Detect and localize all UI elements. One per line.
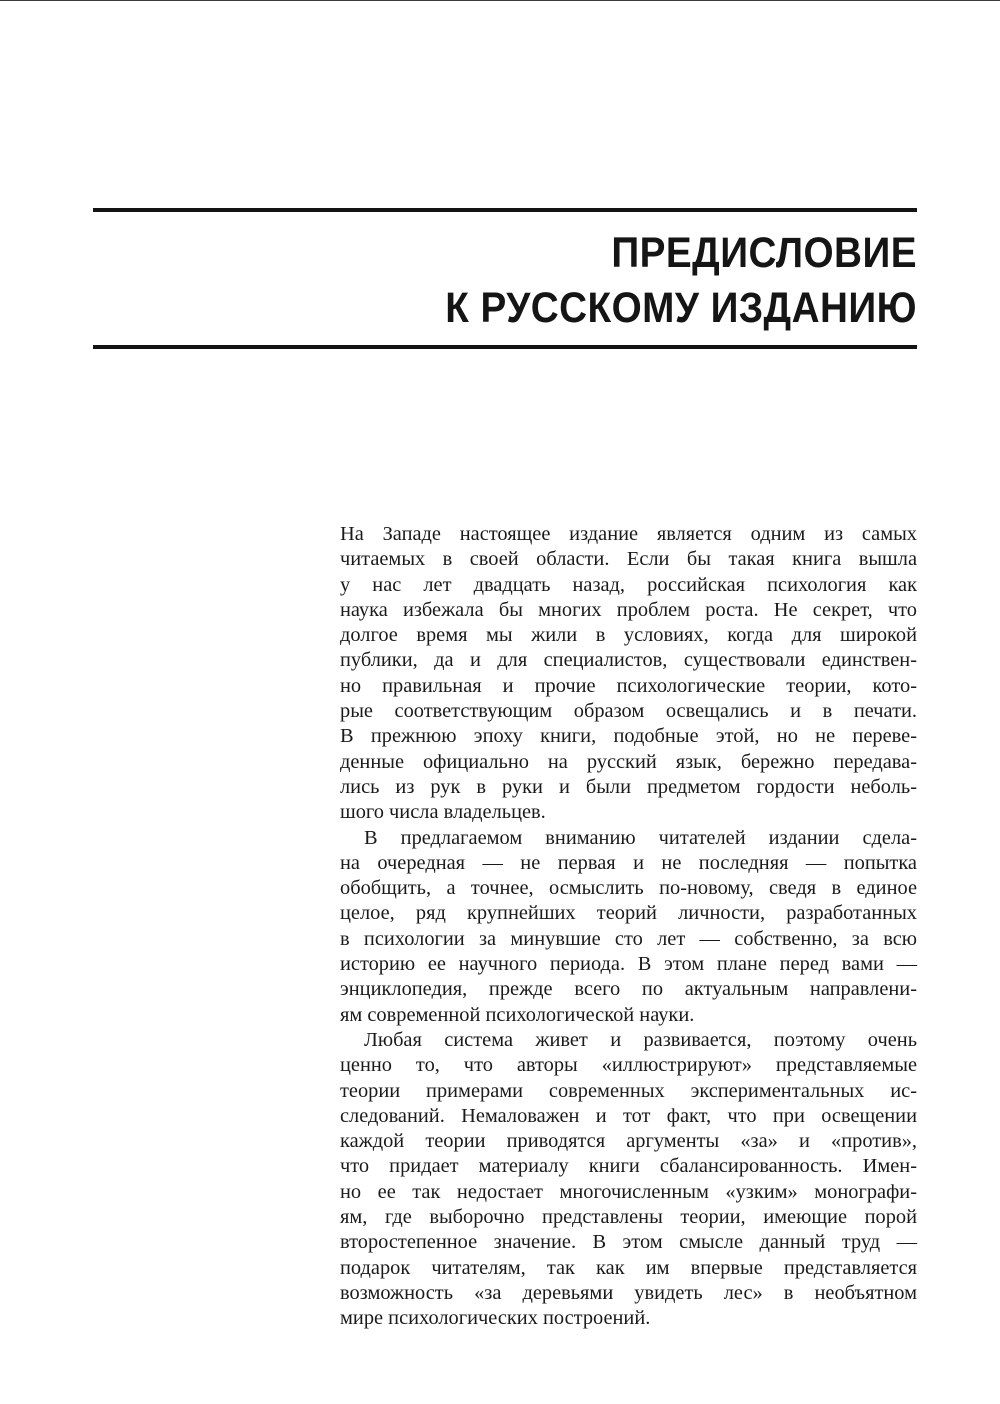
text-line: второстепенное значение. В этом смысле данный труд — <box>340 1231 917 1254</box>
text-line: теории примерами современных экспериментальных ис- <box>340 1079 917 1102</box>
chapter-title <box>269 226 917 336</box>
text-line: ям, где выборочно представлены теории, имеющие порой <box>340 1206 917 1229</box>
text-line: лись из рук в руки и были предметом гордости неболь- <box>340 775 917 798</box>
text-line: денные официально на русский язык, бережно передава- <box>340 750 917 773</box>
text-line: следований. Немаловажен и тот факт, что при освещении <box>340 1104 917 1127</box>
page-top-edge <box>0 0 1000 1</box>
heading-bottom-rule <box>93 345 917 349</box>
text-line: На Западе настоящее издание является одним из самых <box>340 523 917 545</box>
text-line: обобщить, а точнее, осмыслить по-новому, сведя в единое <box>340 877 917 900</box>
text-line: рые соответствующим образом освещались и в печати. <box>340 700 917 723</box>
text-line: на очередная — не первая и не последняя — попытка <box>340 851 917 874</box>
text-line: в психологии за минувшие сто лет — собственно, за всю <box>340 927 917 950</box>
text-line: но ее так недостает многочисленным «узким» монографи- <box>340 1180 917 1203</box>
text-line: Любая система живет и развивается, поэтому очень <box>364 1028 917 1051</box>
paragraph <box>340 826 917 1028</box>
text-line: что придает материалу книги сбалансированность. Имен- <box>340 1155 917 1178</box>
text-line: В прежнюю эпоху книги, подобные этой, но не переве- <box>340 725 917 748</box>
text-line: подарок читателям, так как им впервые представляется <box>340 1256 917 1279</box>
heading-top-rule <box>93 208 917 212</box>
text-line: долгое время мы жили в условиях, когда для широкой <box>340 624 917 647</box>
text-line: читаемых в своей области. Если бы такая книга вышла <box>340 548 917 571</box>
text-line: ям современной психологической науки. <box>340 1003 695 1026</box>
text-line: ценно то, что авторы «иллюстрируют» представляемые <box>340 1054 917 1077</box>
text-line: каждой теории приводятся аргументы «за» и «против», <box>340 1130 917 1153</box>
paragraph <box>340 522 917 826</box>
paragraph <box>340 1028 917 1332</box>
text-line: возможность «за деревьями увидеть лес» в необъятном <box>340 1281 917 1304</box>
text-line: у нас лет двадцать назад, российская психология как <box>340 573 917 596</box>
text-line: В предлагаемом вниманию читателей издании сдела- <box>364 826 917 849</box>
text-line: энциклопедия, прежде всего по актуальным направлени- <box>340 978 917 1001</box>
body-text <box>340 522 917 1332</box>
text-line: но правильная и прочие психологические теории, кото- <box>340 674 917 697</box>
chapter-title-line-1: ПРЕДИСЛОВИЕ <box>611 229 917 277</box>
text-line: целое, ряд крупнейших теорий личности, разработанных <box>340 902 917 925</box>
chapter-title-line-2: К РУССКОМУ ИЗДАНИЮ <box>445 284 917 332</box>
text-line: публики, да и для специалистов, существовали единствен- <box>340 649 917 672</box>
text-line: наука избежала бы многих проблем роста. Не секрет, что <box>340 598 917 621</box>
text-line: шого числа владельцев. <box>340 801 546 824</box>
text-line: историю ее научного периода. В этом плане перед вами — <box>340 953 917 976</box>
text-line: мире психологических построений. <box>340 1307 651 1330</box>
